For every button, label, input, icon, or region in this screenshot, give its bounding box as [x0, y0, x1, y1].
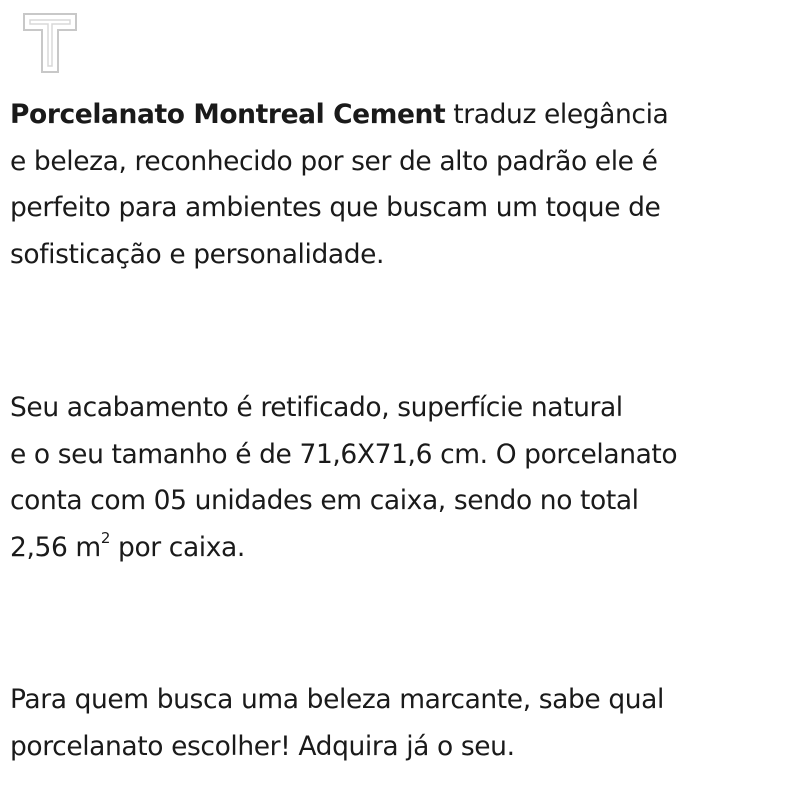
description-paragraph-intro [10, 92, 790, 278]
description-paragraph-specs [10, 385, 790, 571]
text-line: porcelanato escolher! Adquira já o seu. [10, 730, 515, 762]
text-fragment: por caixa. [110, 531, 245, 563]
text-fragment: 2,56 m [10, 531, 101, 563]
description-paragraph-closing [10, 677, 790, 770]
text-fragment: traduz elegância [445, 99, 669, 130]
text-line: Para quem busca uma beleza marcante, sabe qual [10, 684, 664, 715]
text-line: sofisticação e personalidade. [10, 238, 385, 270]
text-line: e o seu tamanho é de 71,6X71,6 cm. O porcelanato [10, 438, 678, 470]
text-line [10, 525, 790, 572]
text-line: e beleza, reconhecido por ser de alto padrão ele é [10, 145, 658, 177]
brand-logo-icon [22, 12, 78, 74]
text-line: Seu acabamento é retificado, superfície natural [10, 392, 623, 423]
text-line: perfeito para ambientes que buscam um toque de [10, 192, 661, 223]
text-line [10, 92, 790, 139]
superscript-unit: 2 [100, 528, 110, 547]
product-name: Porcelanato Montreal Cement [10, 99, 446, 130]
text-line: conta com 05 unidades em caixa, sendo no total [10, 485, 639, 516]
